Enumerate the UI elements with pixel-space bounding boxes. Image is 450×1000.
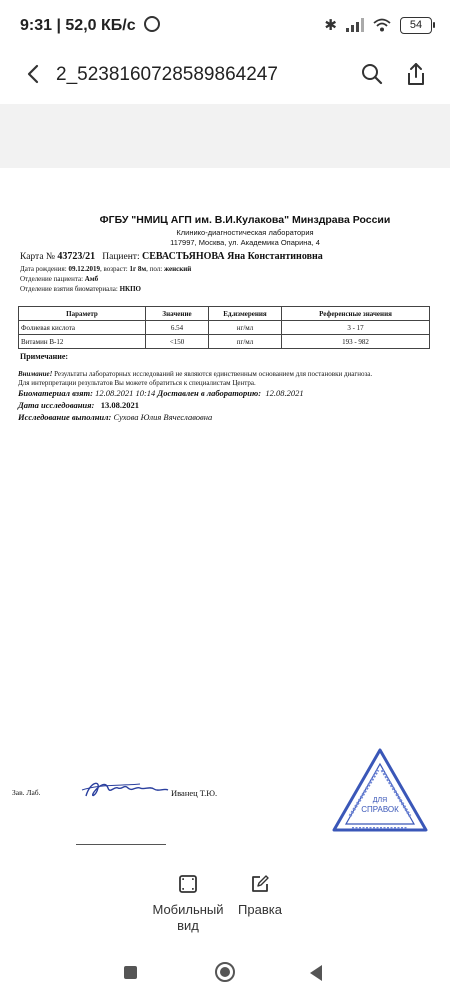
home-icon[interactable] (215, 962, 235, 982)
edit-label: Правка (238, 902, 282, 917)
share-icon[interactable] (404, 61, 428, 87)
status-right (324, 16, 432, 34)
card-line: Карта № 43723/21 Пациент: СЕВАСТЬЯНОВА Яна Константиновна (20, 251, 323, 262)
lab-stamp-image (330, 746, 430, 834)
table-row (19, 335, 430, 349)
bio-dept-line: Отделение взятия биоматериала: НКПО (20, 285, 141, 293)
back-arrow-icon[interactable] (22, 62, 46, 86)
table-cell: Витамин В-12 (19, 335, 146, 349)
lab-address: 117997, Москва, ул. Академика Опарина, 4 (170, 238, 320, 247)
status-time: 9:31 (20, 17, 53, 34)
svg-text:ДЛЯ: ДЛЯ (372, 797, 388, 804)
wifi-icon (373, 18, 391, 32)
note-label: Примечание: (20, 352, 69, 361)
table-cell: пг/мл (209, 335, 282, 349)
lab-name: Клинико-диагностическая лаборатория (176, 228, 314, 237)
performed-line: Исследование выполнил: Сухова Юлия Вячеславовна (18, 412, 213, 422)
table-cell: <150 (146, 335, 209, 349)
table-header: Референсные значения (282, 307, 430, 321)
study-date-line: Дата исследования: 13.08.2021 (18, 400, 139, 410)
bottom-action-bar (0, 856, 450, 950)
card-number: 43723/21 (57, 251, 96, 262)
battery-icon: 54 (400, 17, 432, 34)
patient-name: СЕВАСТЬЯНОВА Яна Константиновна (141, 251, 323, 262)
head-name: Иванец Т.Ю. (171, 788, 218, 798)
status-bar (0, 0, 450, 50)
page-title: 2_5238160728589864247 (56, 64, 278, 85)
table-cell: Фолиевая кислота (19, 321, 146, 335)
app-bar (0, 50, 450, 100)
signature-image (80, 774, 170, 804)
system-nav-bar (0, 950, 450, 1000)
viewer-gap (0, 104, 450, 168)
edit-icon (250, 874, 270, 894)
mobile-view-icon (178, 874, 198, 894)
svg-text:СПРАВОК: СПРАВОК (361, 805, 399, 814)
table-header: Значение (146, 307, 209, 321)
table-cell: нг/мл (209, 321, 282, 335)
table-cell: 6.54 (146, 321, 209, 335)
alarm-icon (144, 16, 160, 32)
nav-back-icon[interactable] (310, 965, 322, 981)
recent-apps-icon[interactable] (124, 966, 137, 979)
mobile-view-button[interactable] (148, 874, 228, 934)
table-cell: 3 - 17 (282, 321, 430, 335)
search-icon[interactable] (360, 62, 384, 86)
signal-icon (346, 18, 364, 32)
head-label: Зав. Лаб. (12, 788, 41, 797)
table-row (19, 321, 430, 335)
dept-line: Отделение пациента: Амб (20, 275, 99, 283)
warning-text: Внимание! Результаты лабораторных исследований не являются единственным основанием для постановки диагноза. Для интерпретации результатов Вы можете обратиться к специалистам Центра. (18, 370, 373, 387)
table-header-row (19, 307, 430, 321)
bluetooth-icon: ✱ (324, 17, 337, 34)
mobile-view-label: Мобильный вид (152, 902, 224, 933)
dob-line: Дата рождения: 09.12.2019, возраст: 1г 8м, пол: женский (20, 265, 192, 273)
biomaterial-line: Биоматериал взят: 12.08.2021 10:14 Доставлен в лабораторию: 12.08.2021 (18, 388, 304, 398)
document-page[interactable] (0, 168, 450, 856)
table-header: Ед.измерения (209, 307, 282, 321)
status-left: 9:31 | 52,0 КБ/с (20, 16, 160, 35)
table-cell: 193 - 982 (282, 335, 430, 349)
signature-line (76, 844, 166, 845)
status-speed: 52,0 КБ/с (65, 17, 136, 34)
edit-button[interactable] (220, 874, 300, 918)
table-header: Параметр (19, 307, 146, 321)
results-table (18, 306, 430, 349)
org-name: ФГБУ "НМИЦ АГП им. В.И.Кулакова" Минздрава России (99, 214, 391, 226)
